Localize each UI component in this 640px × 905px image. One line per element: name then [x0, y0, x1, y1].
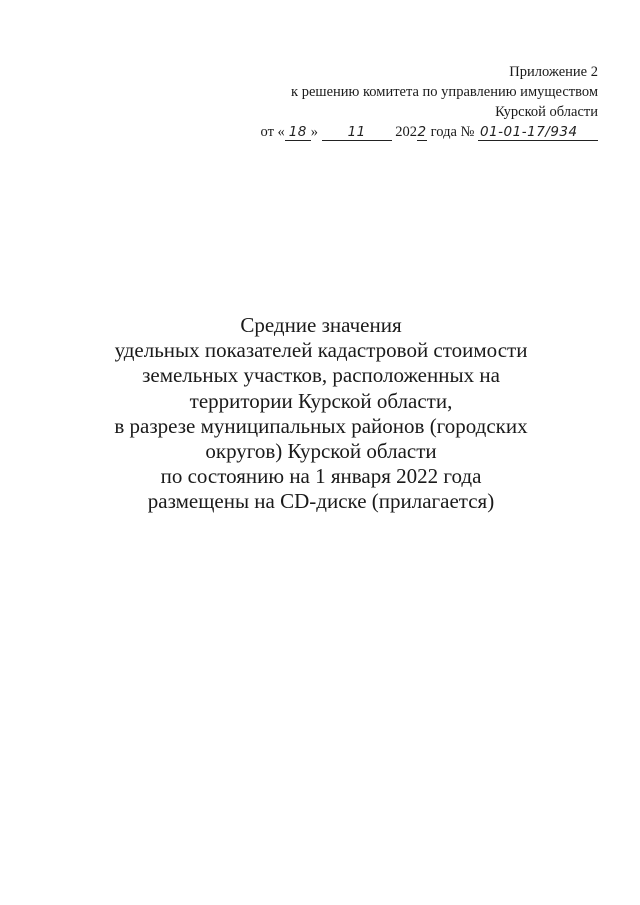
date-day-suffix: » — [310, 124, 319, 140]
title-line-2: удельных показателей кадастровой стоимости — [114, 338, 528, 363]
appendix-header — [218, 62, 598, 142]
date-month-handwritten: 11 — [322, 125, 392, 141]
year-suffix: года № — [430, 124, 475, 140]
title-line-5: в разрезе муниципальных районов (городских — [114, 413, 528, 438]
region-name: Курской области — [495, 104, 598, 120]
title-line-7: по состоянию на 1 января 2022 года — [160, 464, 482, 489]
title-line-4: территории Курской области, — [189, 388, 453, 413]
decision-reference: к решению комитета по управлению имуществом — [291, 84, 598, 100]
title-line-1: Средние значения — [240, 313, 402, 337]
title-line-6: округов) Курской области — [205, 439, 437, 464]
date-prefix: от « — [260, 124, 285, 140]
document-title — [60, 313, 582, 515]
decision-date-line — [218, 122, 598, 142]
year-digit-handwritten: 2 — [417, 124, 427, 140]
decision-number-handwritten: 01-01-17/934 — [478, 125, 598, 141]
date-day-handwritten: 18 — [285, 125, 311, 141]
title-line-3: земельных участков, расположенных на — [142, 363, 500, 388]
appendix-label: Приложение 2 — [509, 64, 598, 80]
title-line-8: размещены на CD-диске (прилагается) — [147, 489, 495, 514]
year-prefix: 202 — [395, 124, 418, 140]
